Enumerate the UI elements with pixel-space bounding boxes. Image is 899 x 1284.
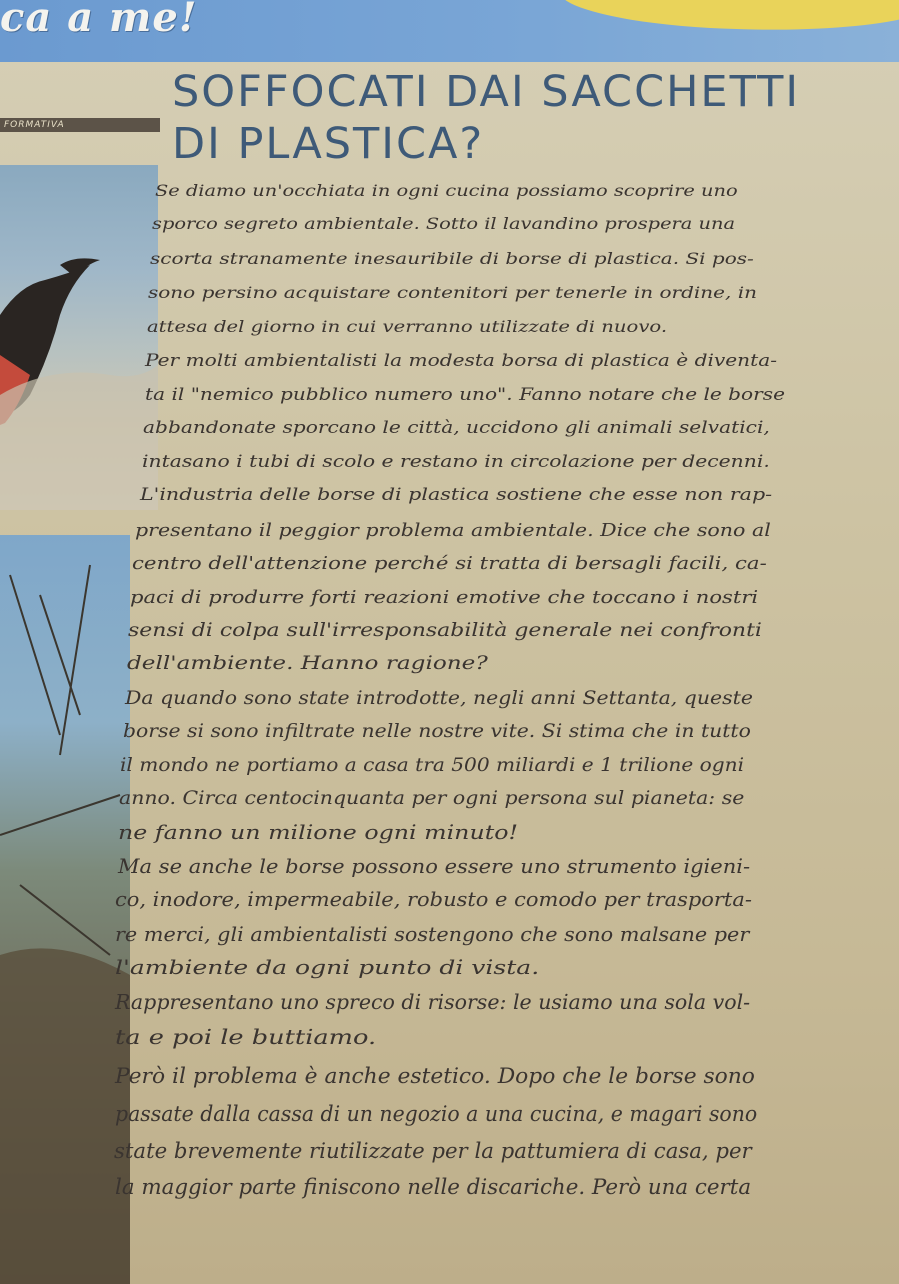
- article-line: Per molti ambientalisti la modesta borsa di plastica è diventa-: [145, 351, 778, 371]
- article-line: ne fanno un milione ogni minuto!: [118, 820, 519, 844]
- section-label: FORMATIVA: [4, 120, 65, 130]
- article-line: passate dalla cassa di un negozio a una cucina, e magari sono: [115, 1101, 758, 1126]
- article-title-line-1: SOFFOCATI DAI SACCHETTI: [172, 67, 801, 117]
- article-line: dell'ambiente. Hanno ragione?: [127, 653, 488, 675]
- article-line: l'ambiente da ogni punto di vista.: [115, 955, 540, 980]
- article-line: state brevemente riutilizzate per la pattumiera di casa, per: [114, 1138, 752, 1163]
- bird-illustration-icon: [0, 165, 158, 510]
- article-line: sensi di colpa sull'irresponsabilità generale nei confronti: [128, 619, 762, 641]
- article-line: anno. Circa centocinquanta per ogni persona sul pianeta: se: [119, 787, 745, 810]
- banner-title: ca a me!: [0, 0, 198, 41]
- article-line: ta il "nemico pubblico numero uno". Fanno notare che le borse: [145, 384, 785, 404]
- article-line: ta e poi le buttiamo.: [115, 1024, 377, 1049]
- article-title-line-2: DI PLASTICA?: [172, 119, 485, 169]
- article-line: scorta stranamente inesauribile di borse di plastica. Si pos-: [150, 248, 754, 268]
- article-line: sono persino acquistare contenitori per tenerle in ordine, in: [148, 283, 758, 303]
- article-line: presentano il peggior problema ambientale. Dice che sono al: [135, 519, 771, 541]
- article-line: Da quando sono state introdotte, negli anni Settanta, queste: [125, 686, 753, 709]
- article-line: Però il problema è anche estetico. Dopo che le borse sono: [115, 1063, 755, 1088]
- article-line: Ma se anche le borse possono essere uno strumento igieni-: [118, 853, 751, 878]
- article-line: Se diamo un'occhiata in ogni cucina possiamo scoprire uno: [155, 182, 738, 200]
- tree-branches-icon: [0, 535, 130, 1284]
- article-line: Rappresentano uno spreco di risorse: le usiamo una sola vol-: [115, 989, 751, 1014]
- article-line: co, inodore, impermeabile, robusto e comodo per trasporta-: [115, 887, 752, 912]
- article-line: la maggior parte finiscono nelle discariche. Però una certa: [115, 1175, 752, 1201]
- article-line: centro dell'attenzione perché si tratta di bersagli facili, ca-: [132, 553, 767, 575]
- article-line: abbandonate sporcano le città, uccidono gli animali selvatici,: [143, 418, 770, 439]
- article-line: re merci, gli ambientalisti sostengono che sono malsane per: [115, 921, 750, 946]
- article-line: paci di produrre forti reazioni emotive che toccano i nostri: [130, 586, 759, 608]
- article-line: intasano i tubi di scolo e restano in circolazione per decenni.: [142, 451, 770, 472]
- article-title: [172, 66, 892, 170]
- article-line: L'industria delle borse di plastica sostiene che esse non rap-: [140, 485, 773, 506]
- article-line: il mondo ne portiamo a casa tra 500 miliardi e 1 trilione ogni: [120, 753, 745, 776]
- article-line: sporco segreto ambientale. Sotto il lavandino prospera una: [152, 215, 736, 234]
- article-line: attesa del giorno in cui verranno utilizzate di nuovo.: [147, 316, 668, 336]
- bird-photo: [0, 165, 158, 510]
- landscape-photo: [0, 535, 130, 1284]
- article-line: borse si sono infiltrate nelle nostre vite. Si stima che in tutto: [123, 720, 751, 743]
